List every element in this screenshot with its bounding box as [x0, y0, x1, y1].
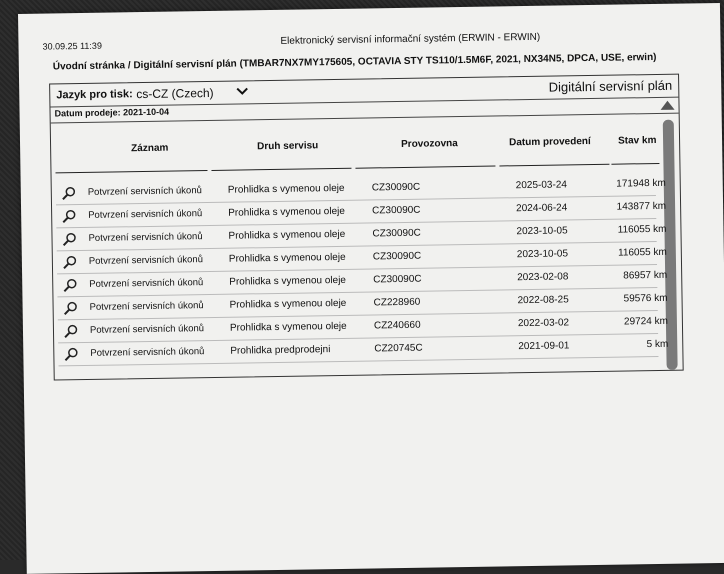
- workshop-cell: CZ228960: [373, 296, 421, 309]
- magnifier-icon[interactable]: [62, 232, 76, 246]
- column-header-service[interactable]: Druh servisu: [257, 140, 319, 153]
- column-header-date[interactable]: Datum provedení: [508, 136, 591, 149]
- workshop-cell: CZ30090C: [372, 204, 421, 217]
- service-cell: Prohlidka s vymenou oleje: [228, 205, 345, 219]
- workshop-cell: CZ30090C: [371, 181, 421, 194]
- header-underline: [211, 168, 351, 171]
- date-cell: 2024-06-24: [516, 202, 568, 215]
- km-cell: 116055 km: [617, 223, 667, 236]
- header-underline: [355, 166, 495, 169]
- workshop-cell: CZ30090C: [373, 273, 422, 286]
- magnifier-icon[interactable]: [64, 347, 78, 361]
- magnifier-icon[interactable]: [63, 278, 77, 292]
- print-datetime: 30.09.25 11:39: [42, 40, 102, 52]
- workshop-cell: CZ20745C: [374, 342, 423, 355]
- service-cell: Prohlidka s vymenou oleje: [229, 297, 347, 311]
- record-cell[interactable]: Potvrzení servisních úkonů: [87, 185, 202, 198]
- service-cell: Prohlidka predprodejni: [230, 344, 331, 357]
- service-cell: Prohlidka s vymenou oleje: [228, 228, 346, 242]
- date-cell: 2023-02-08: [517, 271, 569, 284]
- record-cell[interactable]: Potvrzení servisních úkonů: [90, 346, 205, 359]
- record-cell[interactable]: Potvrzení servisních úkonů: [89, 277, 204, 290]
- km-cell: 29724 km: [623, 315, 668, 328]
- sale-date: Datum prodeje: 2021-10-04: [54, 106, 170, 119]
- chevron-down-icon[interactable]: [236, 86, 248, 96]
- km-cell: 5 km: [646, 338, 669, 351]
- header-underline: [611, 163, 659, 165]
- breadcrumb[interactable]: Úvodní stránka / Digitální servisní plán (TMBAR7NX7MY175605, OCTAVIA STY TS110/1.5M6F, 2021, NX34N5, DPCA, USE, erwin): [52, 51, 657, 73]
- scroll-up-arrow-icon[interactable]: [660, 101, 674, 110]
- date-cell: 2023-10-05: [516, 225, 568, 238]
- magnifier-icon[interactable]: [63, 255, 77, 269]
- km-cell: 86957 km: [623, 269, 668, 282]
- date-cell: 2025-03-24: [515, 179, 567, 192]
- km-cell: 143877 km: [616, 200, 667, 213]
- service-cell: Prohlidka s vymenou oleje: [228, 251, 346, 265]
- header-underline: [55, 170, 207, 173]
- date-cell: 2021-09-01: [518, 340, 570, 353]
- magnifier-icon[interactable]: [64, 301, 78, 315]
- date-cell: 2023-10-05: [516, 248, 569, 261]
- column-header-record[interactable]: Záznam: [131, 142, 169, 155]
- language-label: Jazyk pro tisk:: [56, 88, 133, 102]
- language-select[interactable]: cs-CZ (Czech): [136, 85, 214, 102]
- column-header-workshop[interactable]: Provozovna: [401, 138, 458, 150]
- workshop-cell: CZ30090C: [372, 227, 421, 240]
- service-cell: Prohlidka s vymenou oleje: [229, 274, 347, 288]
- printed-page: [18, 3, 724, 574]
- magnifier-icon[interactable]: [62, 186, 76, 200]
- magnifier-icon[interactable]: [64, 324, 78, 338]
- header-underline: [499, 164, 609, 167]
- service-cell: Prohlidka s vymenou oleje: [229, 320, 347, 334]
- workshop-cell: CZ30090C: [372, 250, 422, 263]
- workshop-cell: CZ240660: [373, 319, 421, 332]
- record-cell[interactable]: Potvrzení servisních úkonů: [89, 323, 205, 336]
- column-header-km[interactable]: Stav km: [617, 134, 657, 147]
- plan-title: Digitální servisní plán: [548, 77, 673, 95]
- record-cell[interactable]: Potvrzení servisních úkonů: [88, 231, 203, 244]
- record-cell[interactable]: Potvrzení servisních úkonů: [88, 208, 203, 221]
- date-cell: 2022-03-02: [517, 317, 570, 330]
- km-cell: 171948 km: [616, 177, 666, 190]
- km-cell: 59576 km: [623, 292, 668, 305]
- service-plan-panel: [49, 74, 684, 381]
- system-title: Elektronický servisní informační systém (ERWIN - ERWIN): [280, 31, 541, 47]
- date-cell: 2022-08-25: [517, 294, 569, 307]
- magnifier-icon[interactable]: [62, 209, 76, 223]
- km-cell: 116055 km: [617, 246, 667, 259]
- scrollbar[interactable]: [663, 120, 678, 370]
- record-cell[interactable]: Potvrzení servisních úkonů: [88, 254, 204, 267]
- service-cell: Prohlidka s vymenou oleje: [227, 182, 345, 196]
- record-cell[interactable]: Potvrzení servisních úkonů: [89, 300, 204, 313]
